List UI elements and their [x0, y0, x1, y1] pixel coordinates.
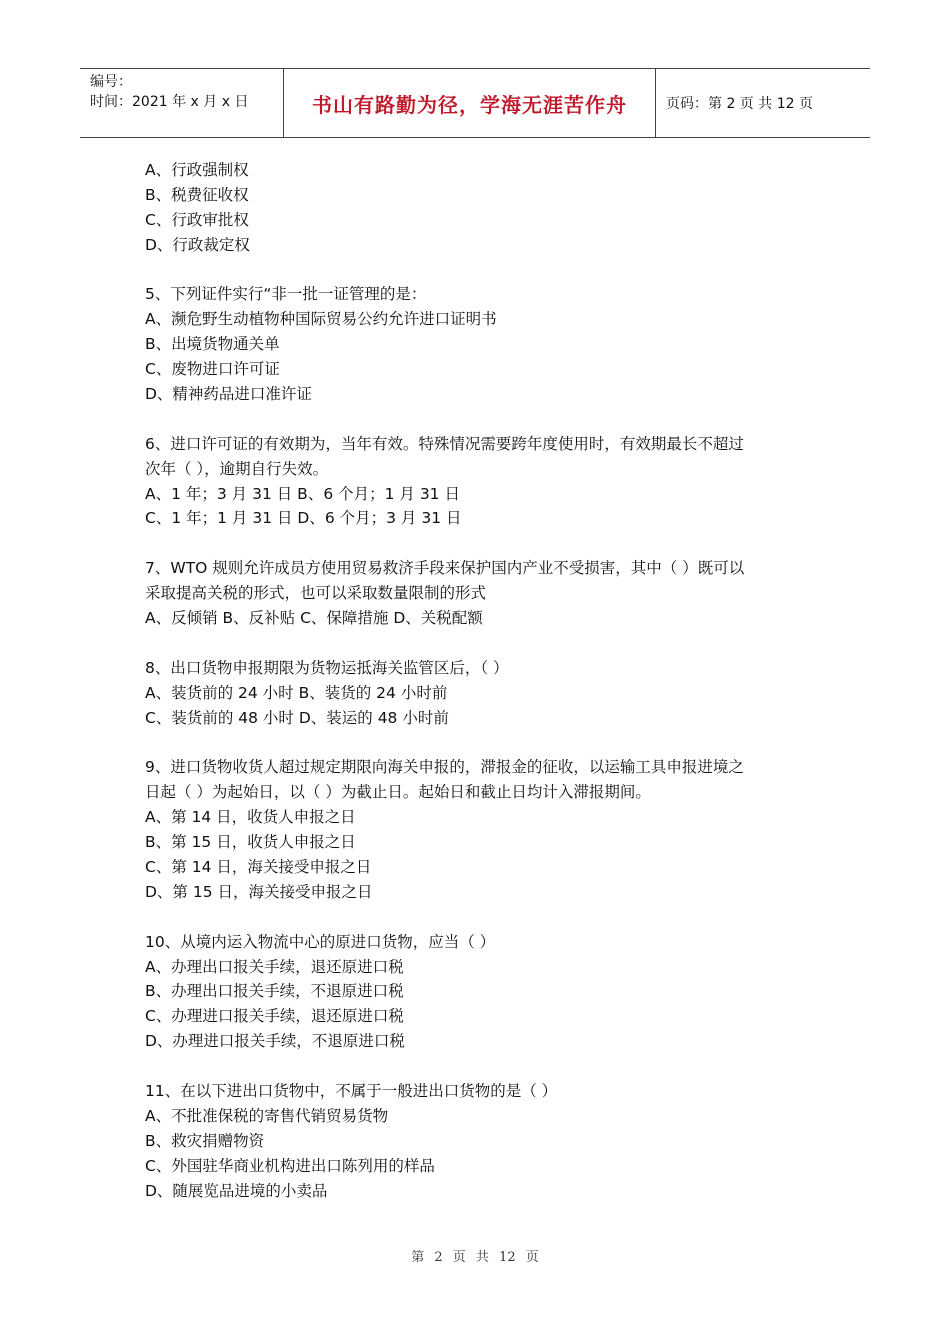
question-line: C、第 14 日，海关接受申报之日 [145, 857, 372, 876]
question-block [145, 556, 845, 631]
question-line: B、税费征收权 [145, 185, 249, 204]
time-label: 时间：2021 年 x 月 x 日 [90, 94, 249, 110]
question-block [145, 656, 845, 731]
question-line: C、办理进口报关手续，退还原进口税 [145, 1007, 404, 1026]
question-block [145, 432, 845, 532]
question-line: A、办理出口报关手续，退还原进口税 [145, 957, 404, 976]
question-line: A、1 年；3 月 31 日 B、6 个月；1 月 31 日 [145, 484, 460, 503]
question-line: D、办理进口报关手续，不退原进口税 [145, 1032, 405, 1051]
question-line: 9、进口货物收货人超过规定期限向海关申报的，滞报金的征收，以运输工具申报进境之 [145, 758, 744, 777]
block-spacer [145, 407, 845, 432]
block-spacer [145, 531, 845, 556]
header-meta [80, 69, 283, 137]
question-line: A、第 14 日，收货人申报之日 [145, 808, 356, 827]
question-block [145, 158, 845, 258]
question-line: B、救灾捐赠物资 [145, 1131, 265, 1150]
question-line: D、第 15 日，海关接受申报之日 [145, 882, 373, 901]
question-line: C、装货前的 48 小时 D、装运的 48 小时前 [145, 708, 449, 727]
page-header [80, 68, 870, 138]
question-line: B、出境货物通关单 [145, 335, 280, 354]
page-footer: 第 2 页 共 12 页 [411, 1250, 539, 1265]
question-line: 11、在以下进出口货物中，不属于一般进出口货物的是（ ） [145, 1081, 558, 1100]
question-line: 7、WTO 规则允许成员方使用贸易救济手段来保护国内产业不受损害，其中（ ）既可以 [145, 559, 745, 578]
question-line: B、办理出口报关手续，不退原进口税 [145, 982, 404, 1001]
question-line: D、精神药品进口准许证 [145, 385, 312, 404]
question-line: A、不批准保税的寄售代销贸易货物 [145, 1106, 389, 1125]
question-line: C、外国驻华商业机构进出口陈列用的样品 [145, 1156, 435, 1175]
question-line: C、废物进口许可证 [145, 360, 280, 379]
header-motto: 书山有路勤为径，学海无涯苦作舟 [283, 69, 656, 137]
question-block [145, 282, 845, 406]
question-line: A、装货前的 24 小时 B、装货的 24 小时前 [145, 683, 448, 702]
block-spacer [145, 631, 845, 656]
question-line: 5、下列证件实行“非一批一证管理的是： [145, 285, 427, 304]
question-line: 次年（ ），逾期自行失效。 [145, 459, 329, 478]
question-line: A、反倾销 B、反补贴 C、保障措施 D、关税配额 [145, 609, 483, 628]
number-label: 编号： [90, 74, 132, 90]
question-line: C、行政审批权 [145, 210, 249, 229]
question-block [145, 930, 845, 1054]
question-line: B、第 15 日，收货人申报之日 [145, 833, 356, 852]
question-block [145, 1079, 845, 1203]
block-spacer [145, 258, 845, 283]
question-content [145, 158, 845, 1203]
question-line: D、随展览品进境的小卖品 [145, 1181, 328, 1200]
block-spacer [145, 730, 845, 755]
question-line: 10、从境内运入物流中心的原进口货物，应当（ ） [145, 932, 496, 951]
question-line: A、行政强制权 [145, 161, 249, 179]
block-spacer [145, 1054, 845, 1079]
header-page-number: 页码：第 2 页 共 12 页 [666, 96, 813, 112]
question-line: 日起（ ）为起始日，以（ ）为截止日。起始日和截止日均计入滞报期间。 [145, 783, 651, 802]
question-line: 6、进口许可证的有效期为，当年有效。特殊情况需要跨年度使用时，有效期最长不超过 [145, 434, 744, 453]
block-spacer [145, 905, 845, 930]
question-block [145, 755, 845, 904]
question-line: 8、出口货物申报期限为货物运抵海关监管区后，（ ） [145, 658, 509, 677]
question-line: D、行政裁定权 [145, 235, 250, 254]
question-line: A、濒危野生动植物种国际贸易公约允许进口证明书 [145, 310, 497, 329]
question-line: 采取提高关税的形式，也可以采取数量限制的形式 [145, 584, 487, 603]
question-line: C、1 年；1 月 31 日 D、6 个月；3 月 31 日 [145, 509, 462, 528]
